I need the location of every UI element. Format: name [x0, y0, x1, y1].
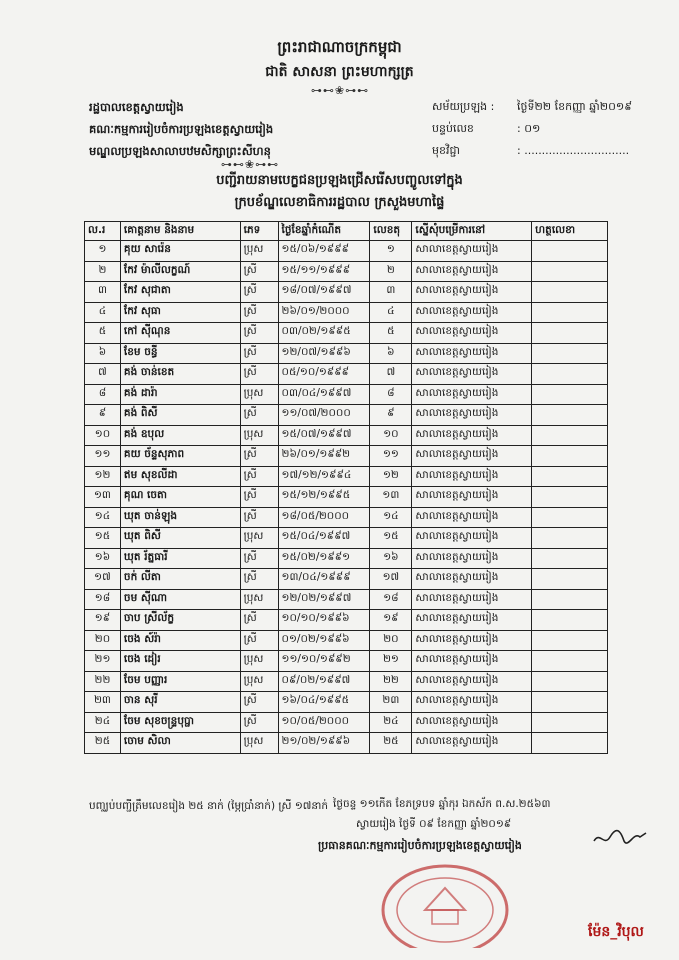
row-dob: ១៥/០៦/១៩៩៩	[278, 241, 370, 262]
row-name: គង់ ចាន់ខេត	[120, 364, 240, 385]
row-desk: ២	[370, 261, 412, 282]
row-dob: ២១/០២/១៩៩៦	[278, 733, 370, 754]
row-no: ១	[85, 241, 121, 262]
table-row	[85, 241, 608, 262]
row-workplace: សាលាខេត្តស្វាយរៀង	[412, 548, 532, 569]
table-header-row	[85, 222, 608, 241]
row-dob: ១៥/១១/១៩៩៩	[278, 261, 370, 282]
row-workplace: សាលាខេត្តស្វាយរៀង	[412, 692, 532, 713]
row-sex: ស្រី	[240, 364, 278, 385]
row-no: ២២	[85, 671, 121, 692]
list-summary: បញ្ឈប់បញ្ជីត្រឹមលេខរៀង ២៥ នាក់ (ម្ភៃប្រាំនាក់) ស្រី ១៧នាក់	[89, 800, 329, 812]
exam-subject-value: : ..............................	[517, 144, 630, 157]
row-signature	[532, 651, 608, 672]
row-sex: ប្រុស	[240, 425, 278, 446]
row-no: ១៦	[85, 548, 121, 569]
row-name: ចម ស៊ីណា	[120, 589, 240, 610]
row-dob: ១៦/០៤/១៩៩៥	[278, 692, 370, 713]
exam-room	[432, 122, 541, 138]
candidate-table	[84, 221, 608, 754]
row-signature	[532, 302, 608, 323]
row-workplace: សាលាខេត្តស្វាយរៀង	[412, 733, 532, 754]
row-desk: ១៩	[370, 610, 412, 631]
row-workplace: សាលាខេត្តស្វាយរៀង	[412, 364, 532, 385]
row-name: ឥម សុខលីដា	[120, 466, 240, 487]
row-dob: ១០/១០/១៩៩៦	[278, 610, 370, 631]
row-sex: ស្រី	[240, 405, 278, 426]
row-signature	[532, 364, 608, 385]
exam-session-value: ថ្ងៃទី២២ ខែកញ្ញា ឆ្នាំ២០១៩	[517, 100, 633, 113]
row-signature	[532, 548, 608, 569]
row-signature	[532, 692, 608, 713]
row-desk: ២៤	[370, 712, 412, 733]
row-sex: ស្រី	[240, 323, 278, 344]
row-name: ចក់ លីតា	[120, 569, 240, 590]
row-name: ខែម ចន្ធី	[120, 343, 240, 364]
table-row	[85, 610, 608, 631]
row-signature	[532, 323, 608, 344]
table-row	[85, 425, 608, 446]
row-no: ១៩	[85, 610, 121, 631]
row-sex: ស្រី	[240, 302, 278, 323]
row-sex: ប្រុស	[240, 671, 278, 692]
exam-room-value: : ០១	[517, 122, 541, 135]
table-row	[85, 733, 608, 754]
row-no: ១២	[85, 466, 121, 487]
table-row	[85, 692, 608, 713]
row-workplace: សាលាខេត្តស្វាយរៀង	[412, 384, 532, 405]
row-dob: ១៧/១២/១៩៩៤	[278, 466, 370, 487]
row-desk: ៧	[370, 364, 412, 385]
row-no: ៥	[85, 323, 121, 344]
row-sex: ប្រុស	[240, 733, 278, 754]
header-name: គោត្តនាម និងនាម	[120, 222, 240, 241]
row-signature	[532, 610, 608, 631]
row-no: ២៥	[85, 733, 121, 754]
row-workplace: សាលាខេត្តស្វាយរៀង	[412, 323, 532, 344]
row-dob: ១០/០៥/២០០០	[278, 712, 370, 733]
row-signature	[532, 671, 608, 692]
row-workplace: សាលាខេត្តស្វាយរៀង	[412, 712, 532, 733]
row-workplace: សាលាខេត្តស្វាយរៀង	[412, 589, 532, 610]
row-sex: ស្រី	[240, 712, 278, 733]
row-dob: ២៦/០១/២០០០	[278, 302, 370, 323]
signature-icon	[590, 823, 650, 853]
row-no: ២៤	[85, 712, 121, 733]
row-no: ៨	[85, 384, 121, 405]
header-signature: ហត្ថលេខា	[532, 222, 608, 241]
row-desk: ១៣	[370, 487, 412, 508]
table-row	[85, 569, 608, 590]
row-sex: ប្រុស	[240, 241, 278, 262]
row-workplace: សាលាខេត្តស្វាយរៀង	[412, 282, 532, 303]
row-name: គង់ ឧបុល	[120, 425, 240, 446]
row-workplace: សាលាខេត្តស្វាយរៀង	[412, 569, 532, 590]
header-sex: ភេទ	[240, 222, 278, 241]
row-no: ៤	[85, 302, 121, 323]
row-sex: ប្រុស	[240, 651, 278, 672]
row-dob: ០៥/១០/១៩៩៩	[278, 364, 370, 385]
row-workplace: សាលាខេត្តស្វាយរៀង	[412, 651, 532, 672]
row-sex: ស្រី	[240, 569, 278, 590]
row-name: គង់ ដារ៉ា	[120, 384, 240, 405]
table-row	[85, 528, 608, 549]
table-row	[85, 487, 608, 508]
row-dob: ១៥/១២/១៩៩៥	[278, 487, 370, 508]
row-signature	[532, 241, 608, 262]
header-workplace: ស្នើសុំបម្រើការនៅ	[412, 222, 532, 241]
official-stamp-icon	[370, 848, 520, 948]
row-no: ១១	[85, 446, 121, 467]
header-no: ល.រ	[85, 222, 121, 241]
row-sex: ស្រី	[240, 692, 278, 713]
row-signature	[532, 507, 608, 528]
row-signature	[532, 425, 608, 446]
row-desk: ១៤	[370, 507, 412, 528]
row-signature	[532, 282, 608, 303]
row-sex: ស្រី	[240, 487, 278, 508]
motto-heading: ជាតិ សាសនា ព្រះមហាក្សត្រ	[265, 64, 414, 80]
row-name: គង់ ពិសី	[120, 405, 240, 426]
table-row	[85, 384, 608, 405]
row-name: គុណ ចេតា	[120, 487, 240, 508]
row-name: កែវ សុជាតា	[120, 282, 240, 303]
row-name: ចេង ស៍រ៉ា	[120, 630, 240, 651]
row-name: ចោម សិលា	[120, 733, 240, 754]
row-desk: ១	[370, 241, 412, 262]
row-desk: ៥	[370, 323, 412, 344]
admin-name: រដ្ឋបាលខេត្តស្វាយរៀង	[89, 100, 184, 114]
header-desk: លេខតុ	[370, 222, 412, 241]
row-desk: ២៣	[370, 692, 412, 713]
row-desk: ៣	[370, 282, 412, 303]
exam-session	[432, 100, 633, 116]
row-name: គុយ សារ៉េន	[120, 241, 240, 262]
row-name: កែវ ម៉ាលីលក្ខណ៍	[120, 261, 240, 282]
row-desk: ៩	[370, 405, 412, 426]
row-name: គយ ច័ន្ទសុភាព	[120, 446, 240, 467]
exam-subject-label: មុខវិជ្ជា	[432, 144, 460, 157]
row-dob: ០៣/០២/១៩៩៥	[278, 323, 370, 344]
row-name: ចេង ដៀរ	[120, 651, 240, 672]
row-sex: ប្រុស	[240, 589, 278, 610]
row-sex: ប្រុស	[240, 528, 278, 549]
row-signature	[532, 487, 608, 508]
row-signature	[532, 569, 608, 590]
row-no: ៣	[85, 282, 121, 303]
row-dob: ១៥/០៤/១៩៩៧	[278, 528, 370, 549]
row-signature	[532, 630, 608, 651]
row-sex: ស្រី	[240, 261, 278, 282]
row-no: ១៧	[85, 569, 121, 590]
row-signature	[532, 405, 608, 426]
row-dob: ១៥/០៧/១៩៩៧	[278, 425, 370, 446]
row-no: ៩	[85, 405, 121, 426]
row-desk: ២៥	[370, 733, 412, 754]
table-row	[85, 364, 608, 385]
table-row	[85, 589, 608, 610]
row-desk: ៤	[370, 302, 412, 323]
row-no: ២១	[85, 651, 121, 672]
row-sex: ប្រុស	[240, 384, 278, 405]
table-row	[85, 466, 608, 487]
row-desk: ១៧	[370, 569, 412, 590]
row-sex: ស្រី	[240, 548, 278, 569]
row-workplace: សាលាខេត្តស្វាយរៀង	[412, 302, 532, 323]
row-sex: ស្រី	[240, 446, 278, 467]
row-no: ៧	[85, 364, 121, 385]
row-signature	[532, 446, 608, 467]
row-sex: ស្រី	[240, 630, 278, 651]
row-name: កៅ ស៊ីណុន	[120, 323, 240, 344]
row-dob: ២៦/០១/១៩៩២	[278, 446, 370, 467]
row-workplace: សាលាខេត្តស្វាយរៀង	[412, 487, 532, 508]
table-row	[85, 302, 608, 323]
row-name: ឃុត ពិសី	[120, 528, 240, 549]
table-row	[85, 630, 608, 651]
table-row	[85, 651, 608, 672]
kingdom-heading: ព្រះរាជាណាចក្រកម្ពុជា	[277, 38, 402, 56]
document-title-line2: ក្របខ័ណ្ឌលេខាធិការរដ្ឋបាល ក្រសួងមហាផ្ទៃ	[234, 195, 445, 210]
row-no: ១៣	[85, 487, 121, 508]
row-workplace: សាលាខេត្តស្វាយរៀង	[412, 405, 532, 426]
table-row	[85, 507, 608, 528]
row-desk: ១១	[370, 446, 412, 467]
exam-session-label: សម័យប្រឡង :	[432, 100, 495, 113]
table-row	[85, 343, 608, 364]
row-name: ចាប ស្រីល័ក្ខ	[120, 610, 240, 631]
row-desk: ១៦	[370, 548, 412, 569]
row-desk: ២០	[370, 630, 412, 651]
row-desk: ១០	[370, 425, 412, 446]
table-row	[85, 548, 608, 569]
row-workplace: សាលាខេត្តស្វាយរៀង	[412, 446, 532, 467]
row-signature	[532, 261, 608, 282]
row-dob: ១២/០៧/១៩៩៦	[278, 343, 370, 364]
row-workplace: សាលាខេត្តស្វាយរៀង	[412, 610, 532, 631]
exam-center-name: មណ្ឌលប្រឡងសាលាបឋមសិក្សាព្រះសីហនុ	[89, 144, 271, 158]
row-dob: ១១/១០/១៩៩២	[278, 651, 370, 672]
table-row	[85, 671, 608, 692]
row-sex: ស្រី	[240, 466, 278, 487]
row-workplace: សាលាខេត្តស្វាយរៀង	[412, 630, 532, 651]
row-name: ឃុត ចាន់ឡុង	[120, 507, 240, 528]
ornament-divider-2: ⊶⊷❀⊶⊷	[220, 158, 280, 171]
row-dob: ១១/០៧/២០០០	[278, 405, 370, 426]
exam-room-label: បន្ទប់លេខ	[432, 122, 474, 135]
row-sex: ស្រី	[240, 282, 278, 303]
table-row	[85, 282, 608, 303]
row-no: ១០	[85, 425, 121, 446]
row-desk: ២២	[370, 671, 412, 692]
row-desk: ១២	[370, 466, 412, 487]
row-dob: ០៩/០២/១៩៩៧	[278, 671, 370, 692]
row-signature	[532, 589, 608, 610]
row-no: ២៣	[85, 692, 121, 713]
table-row	[85, 323, 608, 344]
row-signature	[532, 466, 608, 487]
row-dob: ១២/០២/១៩៩៧	[278, 589, 370, 610]
row-no: ២០	[85, 630, 121, 651]
signer-name: ម៉ែន_វិបុល	[588, 924, 644, 940]
row-desk: ១៥	[370, 528, 412, 549]
document-title-line1: បញ្ជីរាយនាមបេក្ខជនប្រឡងជ្រើសរើសបញ្ចូលទៅក្នុង	[216, 173, 463, 188]
row-name: ចាន សុរី	[120, 692, 240, 713]
ornament-divider: ⊶⊷❀⊶⊷	[310, 84, 370, 97]
row-workplace: សាលាខេត្តស្វាយរៀង	[412, 241, 532, 262]
row-workplace: សាលាខេត្តស្វាយរៀង	[412, 528, 532, 549]
row-dob: ១៨/០៧/១៩៩៧	[278, 282, 370, 303]
solar-date: ស្វាយរៀង ថ្ងៃទី ០៩ ខែកញ្ញា ឆ្នាំ២០១៩	[356, 818, 512, 830]
committee-name: គណៈកម្មការរៀបចំការប្រឡងខេត្តស្វាយរៀង	[89, 122, 274, 136]
row-sex: ស្រី	[240, 507, 278, 528]
row-no: ១៥	[85, 528, 121, 549]
row-sex: ស្រី	[240, 343, 278, 364]
exam-subject	[432, 144, 630, 160]
row-workplace: សាលាខេត្តស្វាយរៀង	[412, 261, 532, 282]
row-workplace: សាលាខេត្តស្វាយរៀង	[412, 466, 532, 487]
row-no: ២	[85, 261, 121, 282]
row-workplace: សាលាខេត្តស្វាយរៀង	[412, 671, 532, 692]
row-workplace: សាលាខេត្តស្វាយរៀង	[412, 425, 532, 446]
table-row	[85, 446, 608, 467]
row-workplace: សាលាខេត្តស្វាយរៀង	[412, 343, 532, 364]
row-desk: ២១	[370, 651, 412, 672]
row-signature	[532, 343, 608, 364]
row-name: កែវ សុធា	[120, 302, 240, 323]
row-name: ចែម សុខចន្ទ្របុប្ផា	[120, 712, 240, 733]
row-signature	[532, 384, 608, 405]
row-dob: ១៥/០២/១៩៩១	[278, 548, 370, 569]
row-desk: ១៨	[370, 589, 412, 610]
table-row	[85, 405, 608, 426]
row-desk: ៦	[370, 343, 412, 364]
signer-title: ប្រធានគណៈកម្មការរៀបចំការប្រឡងខេត្តស្វាយរៀង	[318, 839, 522, 852]
row-workplace: សាលាខេត្តស្វាយរៀង	[412, 507, 532, 528]
lunar-date: ថ្ងៃចន្ទ ១១កើត ខែភទ្របទ ឆ្នាំកុរ ឯកស័ក ព.ស.២៥៦៣	[333, 798, 551, 810]
row-dob: ០១/០២/១៩៩៦	[278, 630, 370, 651]
row-no: ៦	[85, 343, 121, 364]
row-name: ឃុត រ័ត្នធារី	[120, 548, 240, 569]
header-dob: ថ្ងៃខែឆ្នាំកំណើត	[278, 222, 370, 241]
row-sex: ស្រី	[240, 610, 278, 631]
row-signature	[532, 528, 608, 549]
row-desk: ៨	[370, 384, 412, 405]
row-dob: ១៣/០៤/១៩៩៩	[278, 569, 370, 590]
row-dob: ១៨/០៥/២០០០	[278, 507, 370, 528]
table-row	[85, 261, 608, 282]
row-no: ១៨	[85, 589, 121, 610]
row-name: ចែម បញ្ញារ	[120, 671, 240, 692]
row-signature	[532, 712, 608, 733]
table-row	[85, 712, 608, 733]
row-dob: ០៣/០៤/១៩៩៧	[278, 384, 370, 405]
row-no: ១៤	[85, 507, 121, 528]
row-signature	[532, 733, 608, 754]
